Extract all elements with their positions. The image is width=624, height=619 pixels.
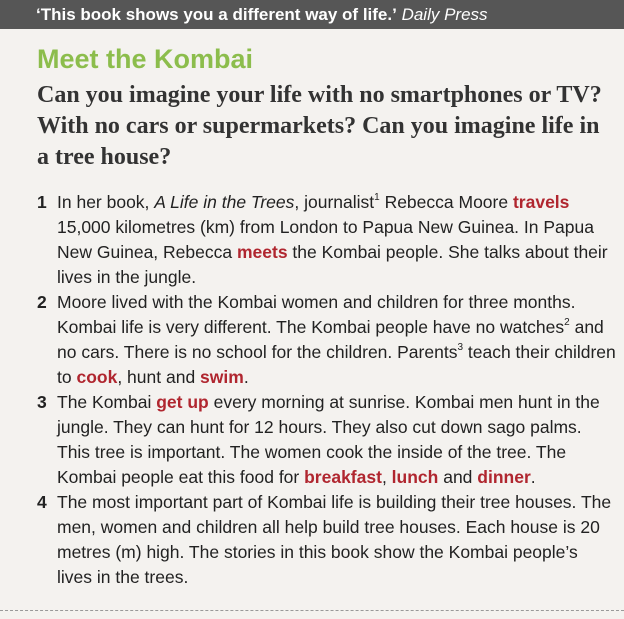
paragraph-text: The most important part of Kombai life is building their tree houses. The men, women and children all help build tree houses. Each house is 20 metres (m) high. The stories in this book show the Kombai people’s lives in the trees. [57, 492, 612, 587]
paragraph-text: and [438, 467, 478, 487]
paragraph-text: The Kombai [57, 392, 157, 412]
paragraph-4 [37, 490, 617, 590]
paragraph-number: 2 [37, 292, 47, 312]
article-body [37, 190, 617, 590]
paragraph-3 [37, 390, 617, 490]
footnote-marker: 1 [374, 192, 380, 204]
paragraph-text: 15,000 kilometres (km) from London to Papua New Guinea. In Papua New Guinea, Rebecca [57, 217, 594, 262]
keyword: breakfast [304, 467, 382, 487]
footnote-marker: 3 [457, 342, 464, 354]
paragraph-1 [37, 190, 617, 290]
paragraph-number: 4 [37, 492, 47, 512]
paragraph-text: , journalist [294, 192, 375, 212]
keyword: travels [512, 192, 570, 212]
banner-source: Daily Press [401, 5, 488, 24]
paragraph-text: . [530, 467, 536, 487]
paragraph-number: 3 [37, 392, 47, 412]
paragraph-text: Moore lived with the Kombai women and children for three months. Kombai life is very different. The Kombai people have no watches [57, 292, 576, 337]
keyword: get up [156, 392, 209, 412]
quote-banner [0, 0, 624, 29]
paragraph-text: Rebecca Moore [379, 192, 513, 212]
intro-question: Can you imagine your life with no smartphones or TV? With no cars or supermarkets? Can you imagine life in a tree house? [37, 82, 602, 170]
paragraph-text: , hunt and [117, 367, 201, 387]
paragraph-number: 1 [37, 192, 47, 212]
keyword: swim [200, 367, 244, 387]
keyword: cook [76, 367, 118, 387]
paragraph-2 [37, 290, 617, 390]
banner-quote: ‘This book shows you a different way of life.’ [36, 5, 397, 24]
page-title: Meet the Kombai [37, 44, 254, 74]
footnote-marker: 2 [564, 317, 570, 329]
book-title: A Life in the Trees [154, 192, 295, 212]
paragraph-text: , [381, 467, 392, 487]
keyword: lunch [391, 467, 439, 487]
paragraph-text: and no cars. There is no school for the children. Parents [57, 317, 604, 362]
paragraph-text: the Kombai people. She talks about their lives in the jungle. [57, 242, 608, 287]
paragraph-text: teach their children to [57, 342, 616, 387]
paragraph-text: every morning at sunrise. Kombai men hunt in the jungle. They can hunt for 12 hours. They also cut down sago palms. This tree is important. The women cook the inside of the tree. The Kombai people eat this food for [57, 392, 600, 487]
bottom-divider [0, 610, 624, 611]
keyword: dinner [477, 467, 531, 487]
paragraph-text: In her book, [57, 192, 155, 212]
keyword: meets [236, 242, 288, 262]
paragraph-text: . [243, 367, 249, 387]
